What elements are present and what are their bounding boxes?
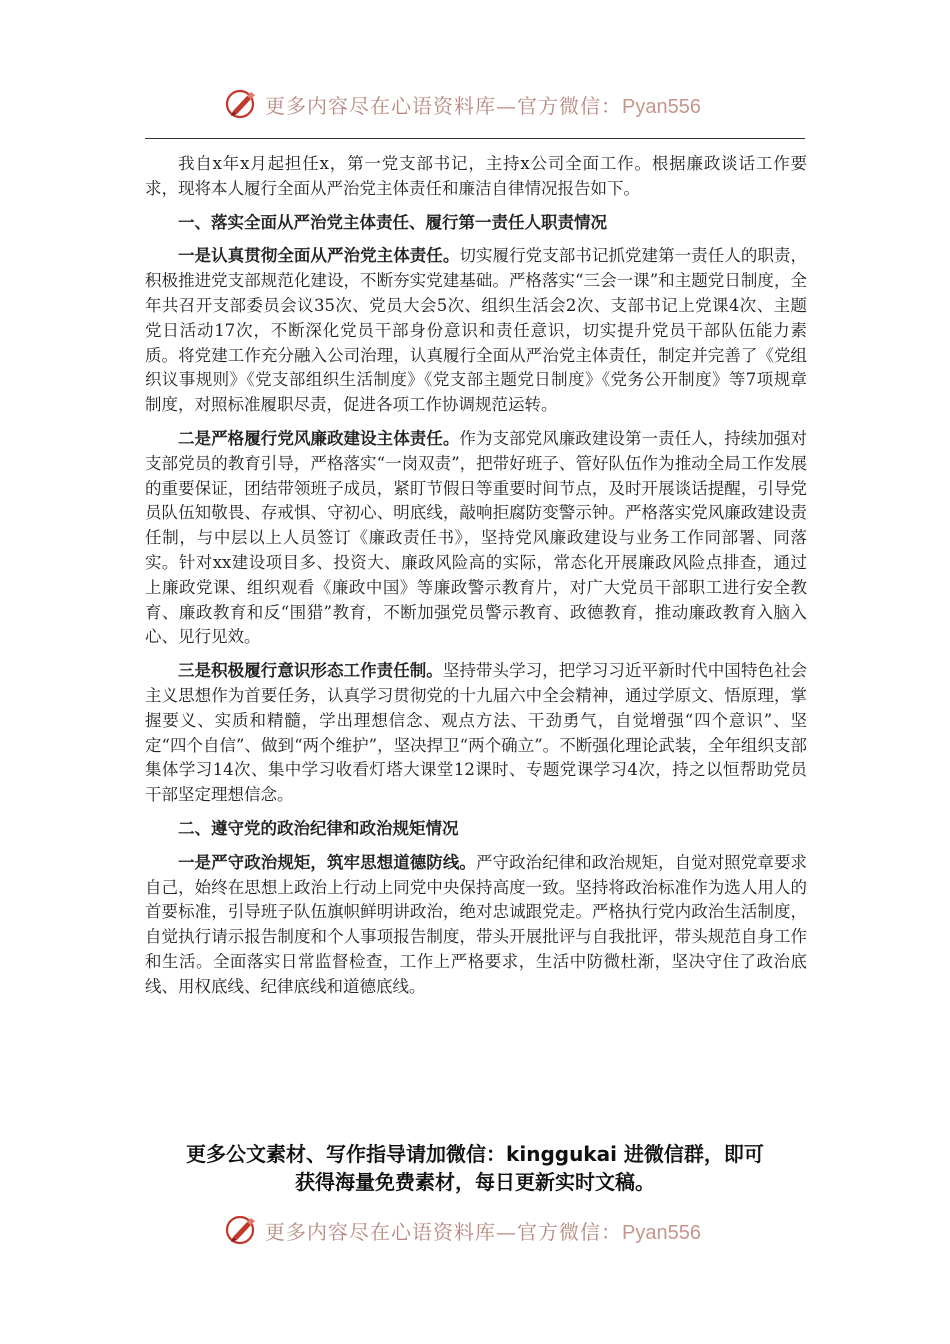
header-banner-text: [265, 90, 701, 119]
section1-heading: 一、落实全面从严治党主体责任、履行第一责任人职责情况: [178, 212, 607, 232]
section1-paragraph-1: [145, 244, 807, 418]
footer-banner-text: [265, 1216, 701, 1245]
footer-banner: [225, 1212, 745, 1248]
section1-p1-lead: 一是认真贯彻全面从严治党主体责任。: [178, 246, 460, 266]
section2-heading: 二、遵守党的政治纪律和政治规矩情况: [178, 818, 459, 838]
section1-paragraph-3: [145, 659, 807, 808]
section2-p1-body: 严守政治纪律和政治规矩，自觉对照党章要求自己，始终在思想上政治上行动上同党中央保持高度一致。坚持将政治标准作为选人用人的首要标准，引导班子队伍旗帜鲜明讲政治，绝对忠诚跟党走。严格执行党内政治生活制度，自觉执行请示报告制度和个人事项报告制度，带头开展批评与自我批评，带头规范自身工作和生活。全面落实日常监督检查，工作上严格要求，生活中防微杜渐，坚决守住了政治底线、用权底线、纪律底线和道德底线。: [145, 852, 808, 996]
section1-p3-lead: 三是积极履行意识形态工作责任制。: [178, 661, 443, 681]
section2-p1-lead: 一是严守政治规矩，筑牢思想道德防线。: [178, 852, 476, 872]
section1-paragraph-2: [145, 427, 807, 650]
header-banner-prefix: 更多内容尽在心语资料库—官方微信：: [265, 93, 622, 118]
promo-line-1: 更多公文素材、写作指导请加微信：kinggukai 进微信群，即可: [186, 1142, 764, 1166]
footer-banner-prefix: 更多内容尽在心语资料库—官方微信：: [265, 1219, 622, 1244]
pen-logo-icon: [225, 1213, 259, 1247]
section1-p1-body: 切实履行党支部书记抓党建第一责任人的职责，积极推进党支部规范化建设，不断夯实党建基础。严格落实“三会一课”和主题党日制度，全年共召开支部委员会议35次、党员大会5次、组织生活会2次、支部书记上党课4次、主题党日活动17次，不断深化党员干部身份意识和责任意识，切实提升党员干部队伍能力素质。将党建工作充分融入公司治理，认真履行全面从严治党主体责任，制定并完善了《党组织议事规则》《党支部组织生活制度》《党支部主题党日制度》《党务公开制度》等7项规章制度，对照标准履职尽责，促进各项工作协调规范运转。: [145, 246, 808, 415]
pen-logo-icon: [225, 87, 259, 121]
header-wechat-id: Pyan556: [622, 95, 701, 118]
intro-paragraph: 我自x年x月起担任x，第一党支部书记，主持x公司全面工作。根据廉政谈话工作要求，现将本人履行全面从严治党主体责任和廉洁自律情况报告如下。: [145, 154, 807, 198]
header-banner: [225, 86, 745, 122]
promo-line-2: 获得海量免费素材，每日更新实时文稿。: [295, 1170, 655, 1194]
footer-wechat-id: Pyan556: [622, 1221, 701, 1244]
header-divider: [145, 138, 805, 139]
promo-notice: [140, 1140, 810, 1196]
section1-p2-lead: 二是严格履行党风廉政建设主体责任。: [178, 428, 460, 448]
section1-p3-body: 坚持带头学习，把学习习近平新时代中国特色社会主义思想作为首要任务，认真学习贯彻党的十九届六中全会精神，通过学原文、悟原理，掌握要义、实质和精髓，学出理想信念、观点方法、干劲勇气，自觉增强“四个意识”、坚定“四个自信”、做到“两个维护”，坚决捍卫“两个确立”。不断强化理论武装，全年组织支部集体学习14次、集中学习收看灯塔大课堂12课时、专题党课学习4次，持之以恒帮助党员干部坚定理想信念。: [145, 661, 808, 805]
section1-p2-body: 作为支部党风廉政建设第一责任人，持续加强对支部党员的教育引导，严格落实“一岗双责”，把带好班子、管好队伍作为推动全局工作发展的重要保证，团结带领班子成员，紧盯节假日等重要时间节点，及时开展谈话提醒，引导党员队伍知敬畏、存戒惧、守初心、明底线，敲响拒腐防变警示钟。严格落实党风廉政建设责任制，与中层以上人员签订《廉政责任书》，坚持党风廉政建设与业务工作同部署、同落实。针对xx建设项目多、投资大、廉政风险高的实际，常态化开展廉政风险点排查，通过上廉政党课、组织观看《廉政中国》等廉政警示教育片，对广大党员干部职工进行安全教育、廉政教育和反“围猎”教育，不断加强党员警示教育、政德教育，推动廉政教育入脑入心、见行见效。: [145, 428, 808, 647]
section2-paragraph-1: [145, 851, 807, 1000]
report-body: [145, 152, 807, 1000]
